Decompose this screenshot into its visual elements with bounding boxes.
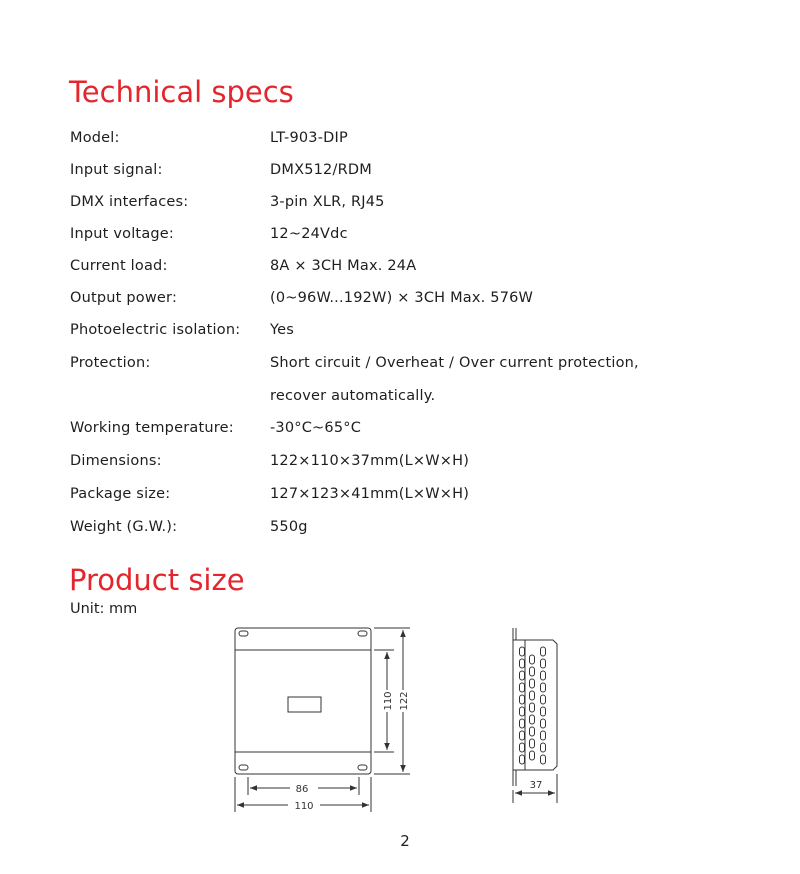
spec-label: Output power: [70,290,178,306]
vent-slot [530,715,535,724]
vent-slot [520,695,525,704]
spec-value: recover automatically. [270,388,436,404]
vent-slot [520,719,525,728]
vent-slot [520,707,525,716]
spec-value: LT-903-DIP [270,130,348,146]
vent-slot [541,683,546,692]
spec-value: 550g [270,519,308,535]
spec-value: (0~96W...192W) × 3CH Max. 576W [270,290,534,306]
spec-label: Photoelectric isolation: [70,322,241,338]
vent-slot [530,655,535,664]
vent-slot [541,647,546,656]
section-title-technical-specs: Technical specs [69,75,294,109]
spec-label: Package size: [70,486,171,502]
spec-value: 127×123×41mm(L×W×H) [270,486,470,502]
spec-value: -30°C~65°C [270,420,362,436]
vent-slot [541,755,546,764]
vent-slots [520,647,546,764]
dim-label-122: 122 [399,691,410,711]
spec-label: Input signal: [70,162,163,178]
spec-label: Dimensions: [70,453,162,469]
vent-slot [530,691,535,700]
spec-value: 3-pin XLR, RJ45 [270,194,385,210]
vent-slot [520,755,525,764]
spec-value: 12~24Vdc [270,226,348,242]
vent-slot [520,743,525,752]
vent-slot [520,731,525,740]
vent-slot [520,647,525,656]
unit-label: Unit: mm [70,601,138,617]
dim-label-37: 37 [529,780,543,791]
vent-slot [530,667,535,676]
spec-label: Protection: [70,355,151,371]
spec-label: Working temperature: [70,420,234,436]
spec-label: Current load: [70,258,168,274]
page-number: 2 [400,832,410,850]
spec-value: Yes [270,322,295,338]
dim-label-86: 86 [295,784,309,795]
dim-label-110-width: 110 [294,801,314,812]
vent-slot [530,703,535,712]
vent-slot [541,707,546,716]
vent-slot [541,695,546,704]
vent-slot [520,671,525,680]
vent-slot [530,739,535,748]
side-view-outline [513,628,557,786]
spec-value: DMX512/RDM [270,162,372,178]
spec-label: DMX interfaces: [70,194,189,210]
section-title-product-size: Product size [69,563,245,597]
vent-slot [541,659,546,668]
vent-slot [530,751,535,760]
front-view-dimensions [235,628,410,812]
vent-slot [541,671,546,680]
front-view-outline [235,628,371,774]
spec-value: 122×110×37mm(L×W×H) [270,453,470,469]
vent-slot [530,727,535,736]
vent-slot [541,719,546,728]
vent-slot [530,679,535,688]
spec-label: Input voltage: [70,226,175,242]
spec-label: Model: [70,130,120,146]
dim-label-110-height: 110 [383,691,394,711]
vent-slot [520,659,525,668]
vent-slot [541,743,546,752]
spec-value: 8A × 3CH Max. 24A [270,258,417,274]
vent-slot [541,731,546,740]
spec-label: Weight (G.W.): [70,519,178,535]
vent-slot [520,683,525,692]
spec-value: Short circuit / Overheat / Over current protection, [270,355,639,371]
